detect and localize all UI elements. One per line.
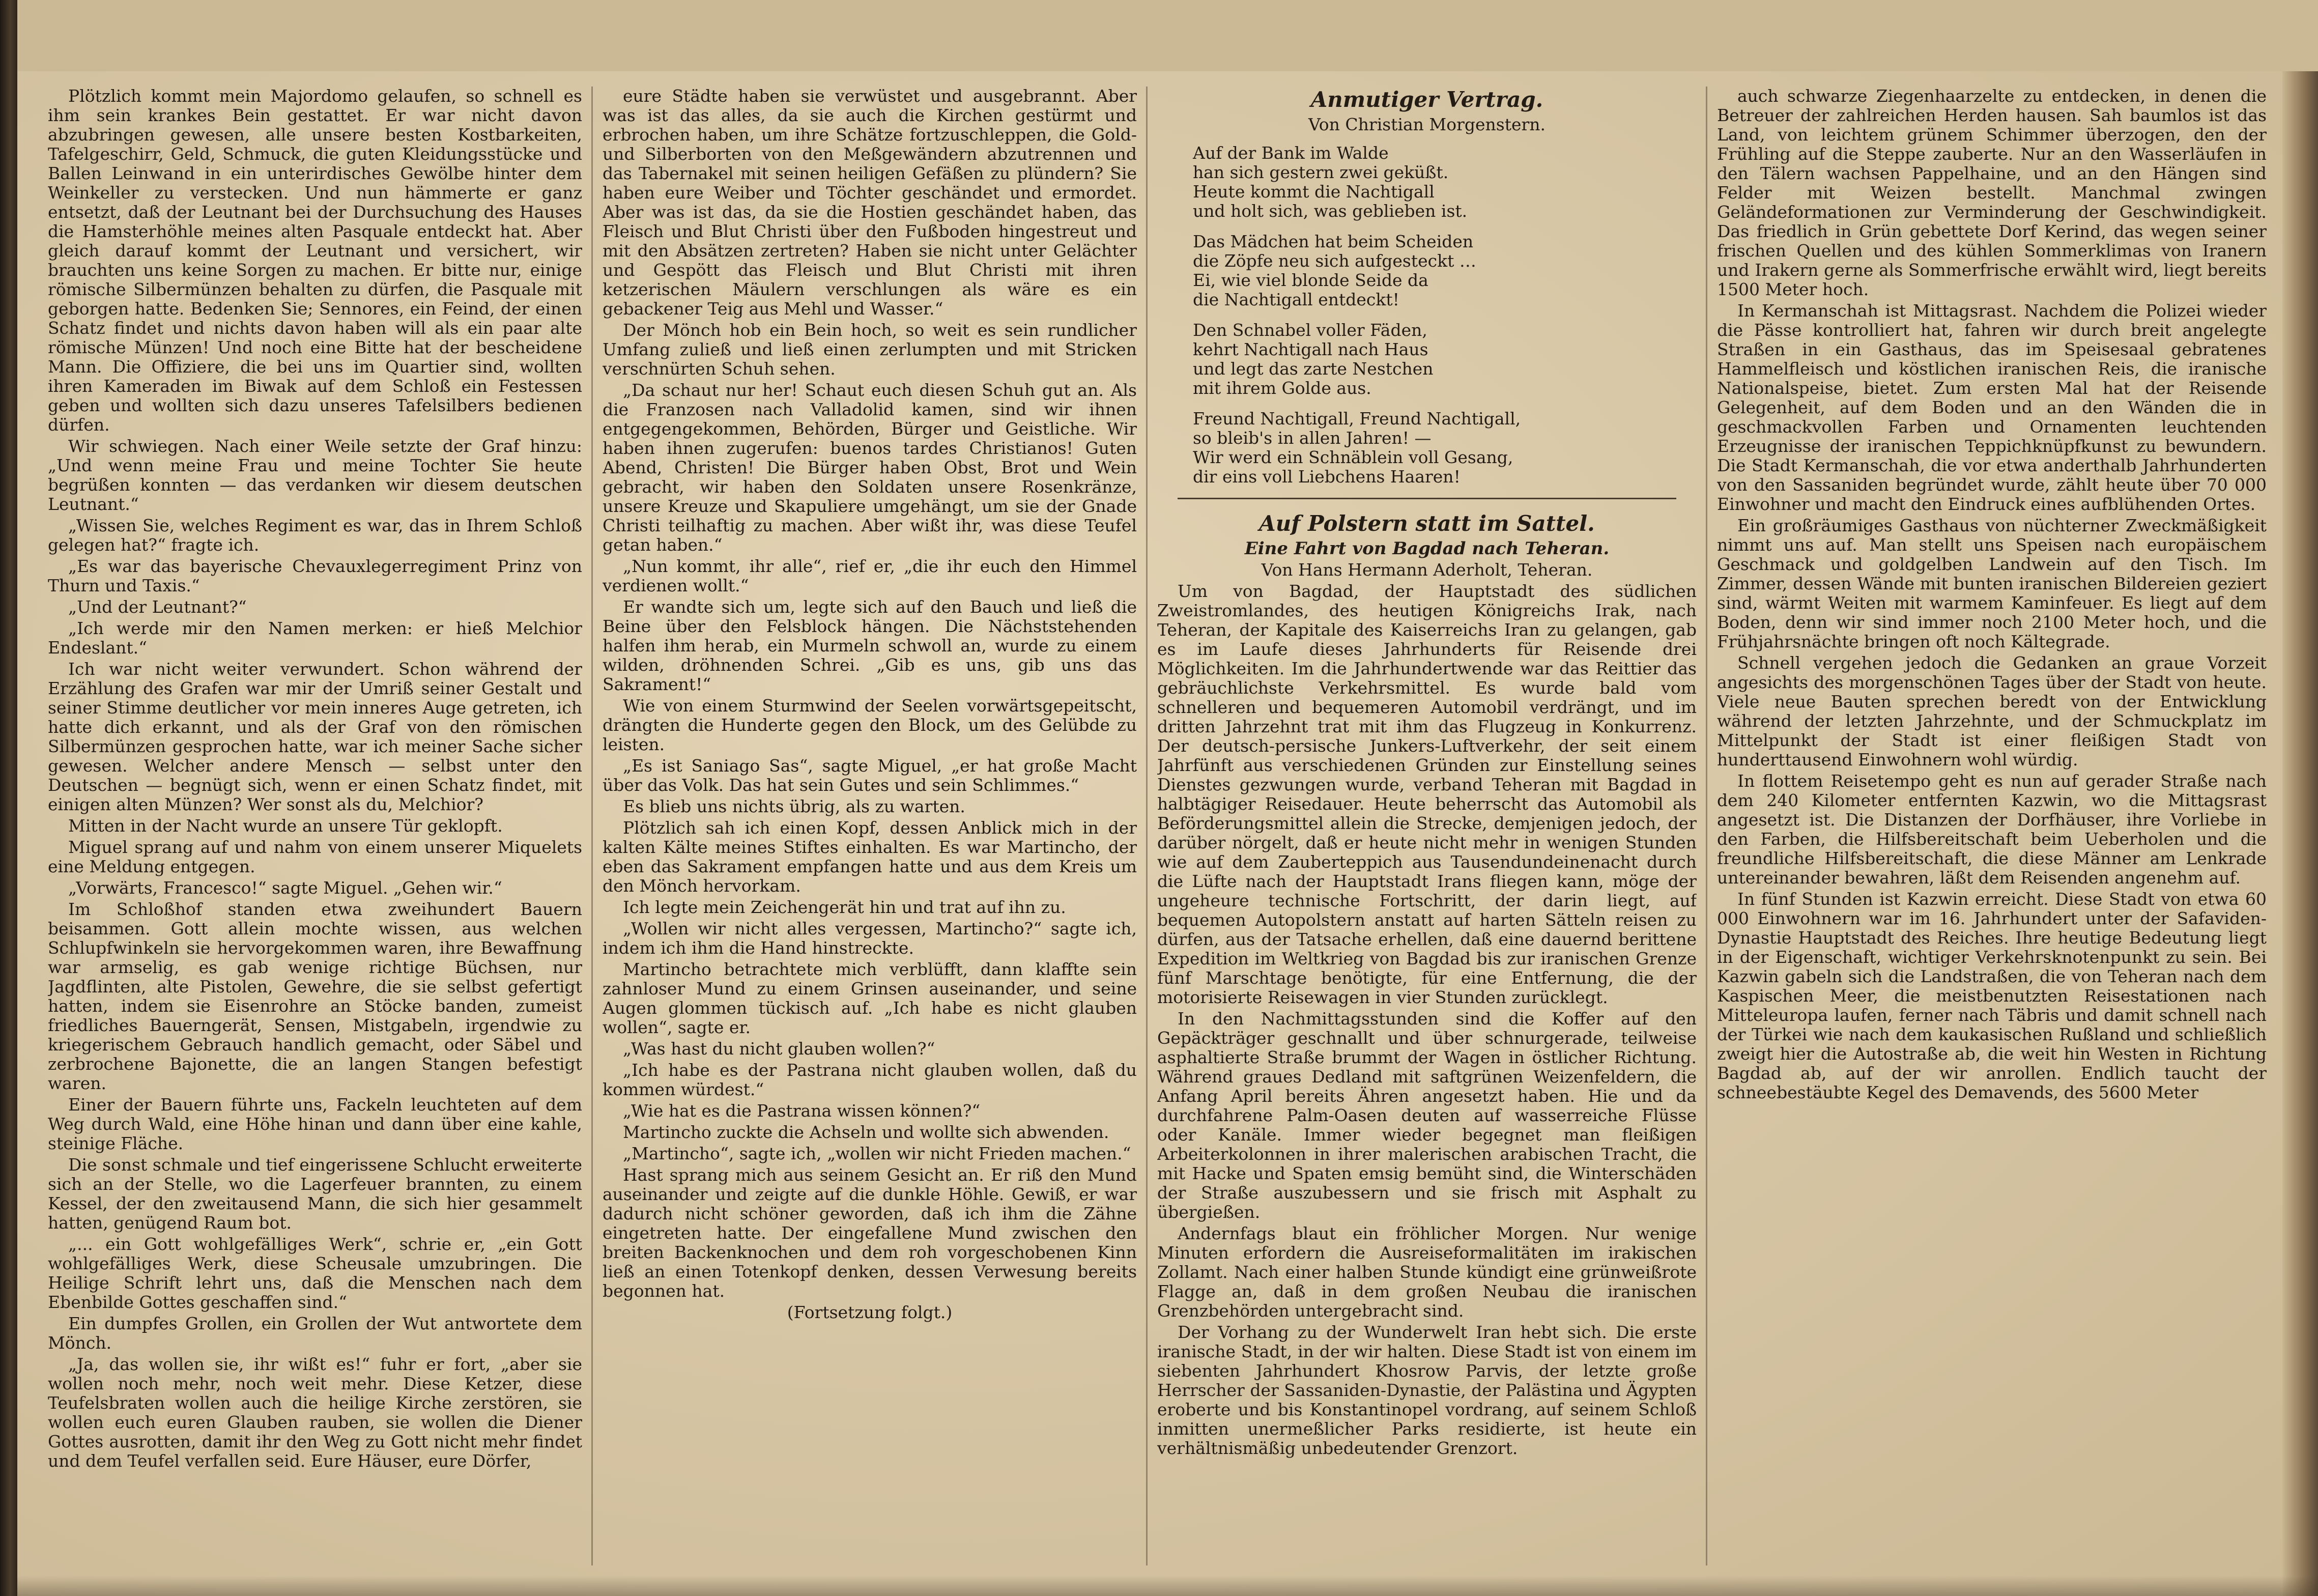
article-byline: Von Hans Hermann Aderholt, Teheran. (1261, 560, 1593, 580)
paragraph: Ein dumpfes Grollen, ein Grollen der Wut antwortete dem Mönch. (48, 1314, 582, 1353)
paragraph: „Wollen wir nicht alles vergessen, Martincho?“ sagte ich, indem ich ihm die Hand hinstreckte. (603, 919, 1137, 958)
paragraph: Wir schwiegen. Nach einer Weile setzte der Graf hinzu: „Und wenn meine Frau und meine Tochter Sie heute begrüßen konnten — das verdanken wir diesem deutschen Leutnant.“ (48, 436, 582, 514)
paragraph: In Kermanschah ist Mittagsrast. Nachdem die Polizei wieder die Pässe kontrolliert hat, fahren wir durch breit angelegte Straßen in ein Gasthaus, das im Speisesaal gebratenes Hammelfleisch und köstlichen iranischen Reis, die iranische Nationalspeise, bietet. Zum ersten Mal hat der Reisende Gelegenheit, auf dem Boden und an den Wänden die in geschmackvollen Farben und Ornamenten leuchtenden Erzeugnisse der iranischen Teppichknüpfkunst zu bewundern. Die Stadt Kermanschah, die vor etwa anderthalb Jahrhunderten von den Sassaniden begründet wurde, zählt heute über 70 000 Einwohner und macht den Eindruck eines aufblühenden Ortes. (1717, 301, 2267, 514)
paragraph: „Nun kommt, ihr alle“, rief er, „die ihr euch den Himmel verdienen wollt.“ (603, 556, 1137, 595)
paragraph: Schnell vergehen jedoch die Gedanken an graue Vorzeit angesichts des morgenschönen Tages über der Stadt von heute. Viele neue Bauten sprechen beredt von der Entwicklung während der letzten Jahrzehnte, und der Schmuckplatz im Mittelpunkt der Stadt ist einer fleißigen Stadt von hunderttausend Einwohnern wohl würdig. (1717, 653, 2267, 770)
poem-line: und legt das zarte Nestchen (1193, 359, 1434, 379)
paragraph: „Es war das bayerische Chevauxlegerregiment Prinz von Thurn und Taxis.“ (48, 556, 582, 595)
paragraph: Hast sprang mich aus seinem Gesicht an. Er riß den Mund auseinander und zeigte auf die dunkle Höhle. Gewiß, er war dadurch nicht schöner geworden, daß ich ihm die Zähne eingetreten hatte. Der eingefallene Mund zwischen den breiten Backenknochen und dem roh vorgeschobenen Kinn ließ an einen Totenkopf denken, dessen Verwesung bereits begonnen hat. (603, 1165, 1137, 1301)
paragraph: Es blieb uns nichts übrig, als zu warten. (623, 796, 965, 816)
paragraph: In den Nachmittagsstunden sind die Koffer auf den Gepäckträger geschnallt und über schnurgerade, teilweise asphaltierte Straße brummt der Wagen in östlicher Richtung. Während graues Dedland mit saftgrünen Weizenfeldern, die Anfang April bereits Ähren angesetzt haben. Hie und da durchfahrene Palm-Oasen deuten auf wasserreiche Flüsse oder Kanäle. Immer wieder begegnet man fleißigen Arbeiterkolonnen in ihrer malerischen arabischen Tracht, die mit Hacke und Spaten emsig bemüht sind, die Winterschäden der Straße auszubessern und sie frisch mit Asphalt zu übergießen. (1157, 1009, 1697, 1222)
poem-line: Heute kommt die Nachtigall (1193, 182, 1435, 202)
poem-stanza (1157, 232, 1697, 309)
page-shadow (17, 1576, 2318, 1596)
paragraph: In flottem Reisetempo geht es nun auf gerader Straße nach dem 240 Kilometer entfernten Kazwin, wo die Mittagsrast angesetzt ist. Die Distanzen der Dorfhäuser, ihre Vorliebe in den Farben, die Hilfsbereitschaft beim Ueberholen und die freundliche Hilfsbereitschaft, die diese Männer am Lenkrade untereinander bewahren, läßt dem Reisenden angenehm auf. (1717, 771, 2267, 888)
column-3 (1157, 87, 1697, 1560)
poem-stanza (1157, 321, 1697, 398)
paragraph: „Wissen Sie, welches Regiment es war, das in Ihrem Schloß gelegen hat?“ fragte ich. (48, 516, 582, 555)
poem-line: Wir werd ein Schnäblein voll Gesang, (1193, 447, 1513, 467)
binding-edge (0, 0, 17, 1596)
paragraph: „Ich werde mir den Namen merken: er hieß Melchior Endeslant.“ (48, 618, 582, 658)
newspaper-page (17, 71, 2318, 1596)
poem-line: dir eins voll Liebchens Haaren! (1193, 467, 1461, 487)
poem-stanzas (1157, 144, 1697, 487)
paragraph: Plötzlich kommt mein Majordomo gelaufen, so schnell es ihm sein krankes Bein gestattet. Er war nicht davon abzubringen gewesen, alle unsere besten Kostbarkeiten, Tafelgeschirr, Geld, Schmuck, die guten Kleidungsstücke und Ballen Leinwand in ein unterirdisches Gewölbe hinter dem Weinkeller zu verstecken. Und nun hämmerte er ganz entsetzt, daß der Leutnant bei der Durchsuchung des Hauses die Hamsterhöhle meines alten Pasquale entdeckt hat. Aber gleich darauf kommt der Leutnant und versichert, wir brauchten uns keine Sorgen zu machen. Er bitte nur, einige römische Silbermünzen behalten zu dürfen, die Pasquale mit geborgen hatte. Bedenken Sie; Sennores, ein Feind, der einen Schatz findet und nichts davon haben will als ein paar alte römische Münzen! Und noch eine Bitte hat der bescheidene Mann. Die Offiziere, die bei uns im Quartier sind, wollten ihren Kameraden im Biwak auf dem Schloß ein Festessen geben und wollten sich dazu unseres Tafelsilbers bedienen dürfen. (48, 87, 582, 435)
paragraph: „Und der Leutnant?“ (68, 597, 247, 617)
paragraph: Um von Bagdad, der Hauptstadt des südlichen Zweistromlandes, des heutigen Königreichs Irak, nach Teheran, der Kapitale des Kaiserreichs Iran zu gelangen, gab es im Laufe dieses Jahrhunderts für Reisende drei Möglichkeiten. Im die Jahrhundertwende war das Reittier das gebräuchlichste Verkehrsmittel. Es wurde bald vom schnelleren und bequemeren Automobil verdrängt, und im dritten Jahrzehnt trat mit ihm das Flugzeug in Konkurrenz. Der deutsch-persische Junkers-Luftverkehr, der seit einem Jahrfünft aus verschiedenen Gründen zur Einstellung seines Dienstes gezwungen wurde, verband Teheran mit Bagdad in halbtägiger Reisedauer. Heute beherrscht das Automobil als Beförderungsmittel allein die Strecke, demjenigen jedoch, der darüber nörgelt, daß er heute nicht mehr in wenigen Stunden wie auf dem Zauberteppich aus Tausendundeinenacht durch die Lüfte nach der Hauptstadt Irans fliegen kann, möge der ungeheure technische Fortschritt, der darin liegt, auf bequemen Autopolstern anstatt auf harten Sätteln reisen zu dürfen, aus der Tatsache erhellen, daß eine dauernd berittene Expedition im Weltkrieg von Bagdad bis zur iranischen Grenze fünf Marschtage benötigte, für eine Entfernung, die der motorisierte Reisewagen in vier Stunden zurücklegt. (1157, 581, 1697, 1007)
paragraph: „Da schaut nur her! Schaut euch diesen Schuh gut an. Als die Franzosen nach Valladolid kamen, sind wir ihnen entgegengekommen, Behörden, Bürger und Geistliche. Wir haben ihnen zugerufen: buenos tardes Christianos! Guten Abend, Christen! Die Bürger haben Obst, Brot und Wein gebracht, wir haben den Soldaten unsere Rosenkränze, unsere Kreuze und Skapuliere umgehängt, um sie der Gnade Christi teilhaftig zu machen. Aber wißt ihr, was diese Teufel getan haben.“ (603, 380, 1137, 555)
paragraph: In fünf Stunden ist Kazwin erreicht. Diese Stadt von etwa 60 000 Einwohnern war im 16. Jahrhundert unter der Safaviden-Dynastie Hauptstadt des Reiches. Ihre heutige Bedeutung liegt in der Eigenschaft, wichtiger Verkehrsknotenpunkt zu sein. Bei Kazwin gabeln sich die Landstraßen, die von Teheran nach dem Kaspischen Meer, die meistbenutzten Reisestationen nach Mitteleuropa laufen, ferner nach Täbris und damit schnell nach der Türkei wie nach dem kaukasischen Rußland und schließlich zweigt hier die Autostraße ab, die weit hin Westen in Richtung Bagdad ab, auf der wir anrollen. Endlich taucht der schneebestäubte Kegel des Demavends, des 5600 Meter (1717, 889, 2267, 1102)
paragraph: „Was hast du nicht glauben wollen?“ (623, 1039, 935, 1059)
poem-line: Auf der Bank im Walde (1193, 143, 1389, 163)
page-gutter (2282, 71, 2318, 1596)
poem-title: Anmutiger Vertrag. (1310, 87, 1543, 112)
poem-line: und holt sich, was geblieben ist. (1193, 201, 1468, 221)
poem-line: Freund Nachtigall, Freund Nachtigall, (1193, 409, 1521, 429)
poem-line: han sich gestern zwei geküßt. (1193, 162, 1449, 182)
divider (1178, 498, 1676, 499)
continuation-note: (Fortsetzung folgt.) (787, 1302, 953, 1322)
paragraph: Ein großräumiges Gasthaus von nüchterner Zweckmäßigkeit nimmt uns auf. Man stellt uns Speisen nach europäischem Geschmack und goldgelben Landwein auf den Tisch. Im Zimmer, dessen Wände mit bunten iranischen Bildereien geziert sind, wärmt Weiten mit warmem Kaminfeuer. Es liegt auf dem Boden, denn wir sind immer noch 2100 Meter hoch, und die Frühjahrsnächte bringen oft noch Kältegrade. (1717, 516, 2267, 651)
poem-line: Den Schnabel voller Fäden, (1193, 320, 1427, 340)
paragraph: Der Vorhang zu der Wunderwelt Iran hebt sich. Die erste iranische Stadt, in der wir halten. Diese Stadt ist von einem im siebenten Jahrhundert Khosrow Parvis, der letzte große Herrscher der Sassaniden-Dynastie, der Palästina und Ägypten eroberte und bis Konstantinopel vordrang, auf seinem Schloß inmitten unermeßlicher Parks residierte, ist heute ein verhältnismäßig unbedeutender Grenzort. (1157, 1322, 1697, 1458)
poem-line: Ei, wie viel blonde Seide da (1193, 270, 1428, 290)
poem-line: die Zöpfe neu sich aufgesteckt … (1193, 251, 1476, 271)
paragraph: eure Städte haben sie verwüstet und ausgebrannt. Aber was ist das alles, da sie auch die Kirchen gestürmt und erbrochen haben, um ihre Schätze fortzuschleppen, die Gold- und Silberborten von den Meßgewändern abzutrennen und das Tabernakel mit seinen heiligen Gefäßen zu plündern? Sie haben eure Weiber und Töchter geschändet und ermordet. Aber was ist das, da sie die Hostien geschändet haben, das Fleisch und Blut Christi über den Fußboden hingestreut und mit den Absätzen zertreten? Haben sie nicht unter Gelächter und Gespött das Fleisch und Blut Christi mit ihren ketzerischen Mäulern verschlungen als wäre es ein gebackener Teig aus Mehl und Wasser.“ (603, 87, 1137, 319)
column-rule (1706, 87, 1707, 1565)
paragraph: Der Mönch hob ein Bein hoch, so weit es sein rundlicher Umfang zuließ und ließ einen zerlumpten und mit Stricken verschnürten Schuh sehen. (603, 320, 1137, 379)
paragraph: „Ja, das wollen sie, ihr wißt es!“ fuhr er fort, „aber sie wollen noch mehr, noch weit mehr. Diese Ketzer, diese Teufelsbraten wollen auch die heilige Kirche zerstören, sie wollen euch euren Glauben rauben, sie wollen die Diener Gottes ausrotten, damit ihr den Weg zu Gott nicht mehr findet und dem Teufel verfallen seid. Eure Häuser, eure Dörfer, (48, 1354, 582, 1471)
column-rule (1146, 87, 1148, 1565)
previous-page-strip (17, 0, 2318, 71)
column-rule (591, 87, 593, 1565)
paragraph: Ich war nicht weiter verwundert. Schon während der Erzählung des Grafen war mir der Umriß seiner Gestalt und seiner Stimme deutlicher vor mein inneres Auge getreten, ich hatte dich erkannt, und als der Graf von den römischen Silbermünzen gesprochen hatte, war ich meiner Sache sicher gewesen. Welcher andere Mensch — selbst unter den Deutschen — begnügt sich, wenn er einen Schatz findet, mit einigen alten Münzen? Wer sonst als du, Melchior? (48, 659, 582, 814)
poem-line: so bleib's in allen Jahren! — (1193, 428, 1432, 448)
poem-byline: Von Christian Morgenstern. (1308, 115, 1546, 134)
column-2 (603, 87, 1137, 1560)
poem-line: Das Mädchen hat beim Scheiden (1193, 232, 1474, 251)
paragraph: Andernfags blaut ein fröhlicher Morgen. Nur wenige Minuten erfordern die Ausreiseformalitäten im irakischen Zollamt. Nach einer halben Stunde kündigt eine grünweißrote Flagge an, daß in dem großen Neubau die iranischen Grenzbehörden untergebracht sind. (1157, 1223, 1697, 1321)
column-4 (1717, 87, 2267, 1560)
article-title: Auf Polstern statt im Sattel. (1259, 511, 1595, 536)
paragraph: „Es ist Saniago Sas“, sagte Miguel, „er hat große Macht über das Volk. Das hat sein Gutes und sein Schlimmes.“ (603, 756, 1137, 795)
paragraph: Ich legte mein Zeichengerät hin und trat auf ihn zu. (623, 897, 1066, 917)
paragraph: Wie von einem Sturmwind der Seelen vorwärtsgepeitscht, drängten die Hunderte gegen den Block, um des Gelübde zu leisten. (603, 696, 1137, 754)
paragraph: Die sonst schmale und tief eingerissene Schlucht erweiterte sich an der Stelle, wo die Lagerfeuer brannten, zu einem Kessel, der den zweitausend Mann, die sich hier gesammelt hatten, genügend Raum bot. (48, 1155, 582, 1233)
poem-line: kehrt Nachtigall nach Haus (1193, 339, 1428, 359)
paragraph: Plötzlich sah ich einen Kopf, dessen Anblick mich in der kalten Kälte meines Stiftes einhalten. Es war Martincho, der eben das Sakrament empfangen hatte und aus dem Kreis um den Mönch hervorkam. (603, 818, 1137, 896)
paragraph: Einer der Bauern führte uns, Fackeln leuchteten auf dem Weg durch Wald, eine Höhe hinan und dann über eine kahle, steinige Fläche. (48, 1095, 582, 1153)
paragraph: Im Schloßhof standen etwa zweihundert Bauern beisammen. Gott allein mochte wissen, aus welchen Schlupfwinkeln sie hervorgekommen waren, ihre Bewaffnung war armselig, es gab wenige richtige Büchsen, nur Jagdflinten, alte Pistolen, Gewehre, die sie selbst gefertigt hatten, indem sie Eisenrohre an Stöcke banden, zumeist friedliches Bauerngerät, Sensen, Mistgabeln, irgendwie zu kriegerischem Gebrauch handlich gemacht, oder Säbel und zerbrochene Bajonette, die an langen Stangen befestigt waren. (48, 899, 582, 1093)
paragraph: „... ein Gott wohlgefälliges Werk“, schrie er, „ein Gott wohlgefälliges Werk, diese Scheusale umzubringen. Die Heilige Schrift lehrt uns, daß die Menschen nach dem Ebenbilde Gottes geschaffen sind.“ (48, 1234, 582, 1312)
paragraph: Er wandte sich um, legte sich auf den Bauch und ließ die Beine über den Felsblock hängen. Die Nächststehenden halfen ihm herab, ein Murmeln schwoll an, wurde zu einem wilden, dröhnenden Schrei. „Gib es uns, gib uns das Sakrament!“ (603, 597, 1137, 694)
paragraph: „Ich habe es der Pastrana nicht glauben wollen, daß du kommen würdest.“ (603, 1060, 1137, 1099)
paragraph: „Wie hat es die Pastrana wissen können?“ (623, 1101, 981, 1121)
poem-line: mit ihrem Golde aus. (1193, 378, 1371, 398)
paragraph: Martincho betrachtete mich verblüfft, dann klaffte sein zahnloser Mund zu einem Grinsen auseinander, und seine Augen glommen tückisch auf. „Ich habe es nicht glauben wollen“, sagte er. (603, 959, 1137, 1037)
paragraph: Mitten in der Nacht wurde an unsere Tür geklopft. (68, 816, 503, 836)
article-body (1157, 582, 1697, 1458)
paragraph: Miguel sprang auf und nahm von einem unserer Miquelets eine Meldung entgegen. (48, 837, 582, 876)
paragraph: auch schwarze Ziegenhaarzelte zu entdecken, in denen die Betreuer der zahlreichen Herden hausen. Sah baumlos ist das Land, von leichtem grünem Schimmer überzogen, den der Frühling auf die Steppe zauberte. Nur an den Wasserläufen in den Tälern wachsen Pappelhaine, und an den Hängen sind Felder mit Weizen bestellt. Manchmal zwingen Geländeformationen zur Verminderung der Geschwindigkeit. Das friedlich in Grün gebettete Dorf Kerind, das wegen seiner frischen Quellen und des kühlen Sommerklimas von Iranern und Irakern gerne als Sommerfrische erwählt wird, liegt bereits 1500 Meter hoch. (1717, 87, 2267, 299)
article-subtitle: Eine Fahrt von Bagdad nach Teheran. (1244, 538, 1610, 559)
paragraph: „Martincho“, sagte ich, „wollen wir nicht Frieden machen.“ (623, 1144, 1131, 1163)
poem-stanza (1157, 144, 1697, 221)
poem-line: die Nachtigall entdeckt! (1193, 290, 1399, 309)
poem-stanza (1157, 409, 1697, 487)
paragraph: „Vorwärts, Francesco!“ sagte Miguel. „Gehen wir.“ (68, 878, 502, 898)
column-1 (48, 87, 582, 1560)
paragraph: Martincho zuckte die Achseln und wollte sich abwenden. (623, 1122, 1109, 1142)
